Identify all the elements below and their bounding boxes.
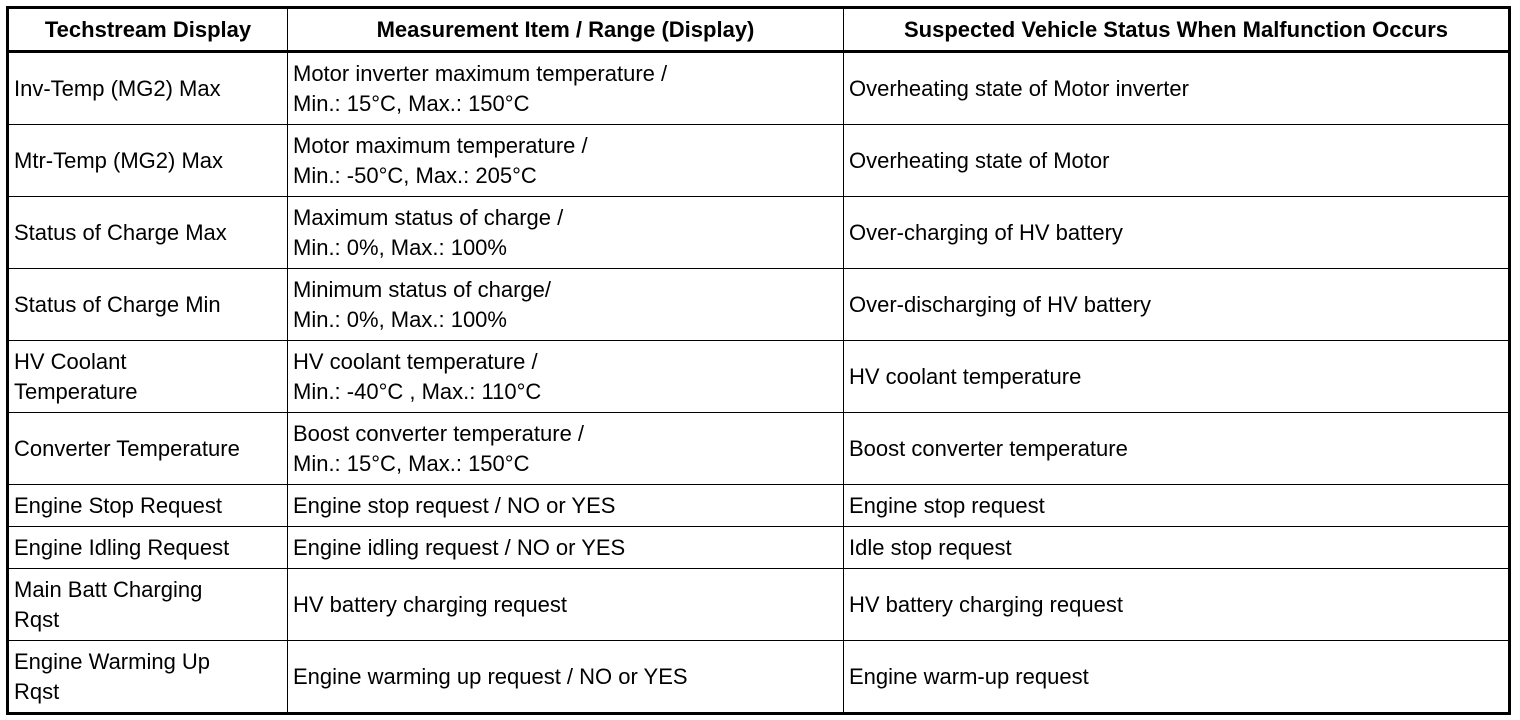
table-row (8, 641, 1510, 714)
table-row (8, 197, 1510, 269)
table-header-row (8, 8, 1510, 52)
cell-measurement-item: Engine idling request / NO or YES (288, 527, 844, 569)
cell-measurement-item: Boost converter temperature / Min.: 15°C, Max.: 150°C (288, 413, 844, 485)
cell-measurement-item: Minimum status of charge/ Min.: 0%, Max.: 100% (288, 269, 844, 341)
document-page (6, 6, 1508, 714)
table-row (8, 52, 1510, 125)
cell-measurement-item: HV coolant temperature / Min.: -40°C , Max.: 110°C (288, 341, 844, 413)
header-techstream-display: Techstream Display (8, 8, 288, 52)
cell-suspected-status: Overheating state of Motor inverter (844, 52, 1510, 125)
header-measurement-item: Measurement Item / Range (Display) (288, 8, 844, 52)
table-row (8, 485, 1510, 527)
cell-suspected-status: Engine stop request (844, 485, 1510, 527)
cell-measurement-item: Engine stop request / NO or YES (288, 485, 844, 527)
cell-suspected-status: HV battery charging request (844, 569, 1510, 641)
techstream-data-table (6, 6, 1511, 715)
table-row (8, 527, 1510, 569)
table-row (8, 125, 1510, 197)
cell-suspected-status: Overheating state of Motor (844, 125, 1510, 197)
table-row (8, 413, 1510, 485)
cell-techstream-display: Mtr-Temp (MG2) Max (8, 125, 288, 197)
cell-suspected-status: Over-discharging of HV battery (844, 269, 1510, 341)
cell-techstream-display: Main Batt Charging Rqst (8, 569, 288, 641)
table-row (8, 269, 1510, 341)
table-row (8, 569, 1510, 641)
cell-measurement-item: Motor maximum temperature / Min.: -50°C, Max.: 205°C (288, 125, 844, 197)
cell-measurement-item: Motor inverter maximum temperature / Min.: 15°C, Max.: 150°C (288, 52, 844, 125)
header-suspected-status: Suspected Vehicle Status When Malfunction Occurs (844, 8, 1510, 52)
cell-suspected-status: Engine warm-up request (844, 641, 1510, 714)
cell-techstream-display: Status of Charge Max (8, 197, 288, 269)
table-row (8, 341, 1510, 413)
cell-measurement-item: Engine warming up request / NO or YES (288, 641, 844, 714)
cell-techstream-display: Engine Stop Request (8, 485, 288, 527)
cell-suspected-status: HV coolant temperature (844, 341, 1510, 413)
cell-techstream-display: Engine Warming Up Rqst (8, 641, 288, 714)
cell-techstream-display: Inv-Temp (MG2) Max (8, 52, 288, 125)
cell-measurement-item: Maximum status of charge / Min.: 0%, Max.: 100% (288, 197, 844, 269)
cell-techstream-display: Engine Idling Request (8, 527, 288, 569)
cell-measurement-item: HV battery charging request (288, 569, 844, 641)
cell-suspected-status: Boost converter temperature (844, 413, 1510, 485)
cell-techstream-display: Status of Charge Min (8, 269, 288, 341)
cell-suspected-status: Over-charging of HV battery (844, 197, 1510, 269)
cell-suspected-status: Idle stop request (844, 527, 1510, 569)
cell-techstream-display: HV Coolant Temperature (8, 341, 288, 413)
cell-techstream-display: Converter Temperature (8, 413, 288, 485)
